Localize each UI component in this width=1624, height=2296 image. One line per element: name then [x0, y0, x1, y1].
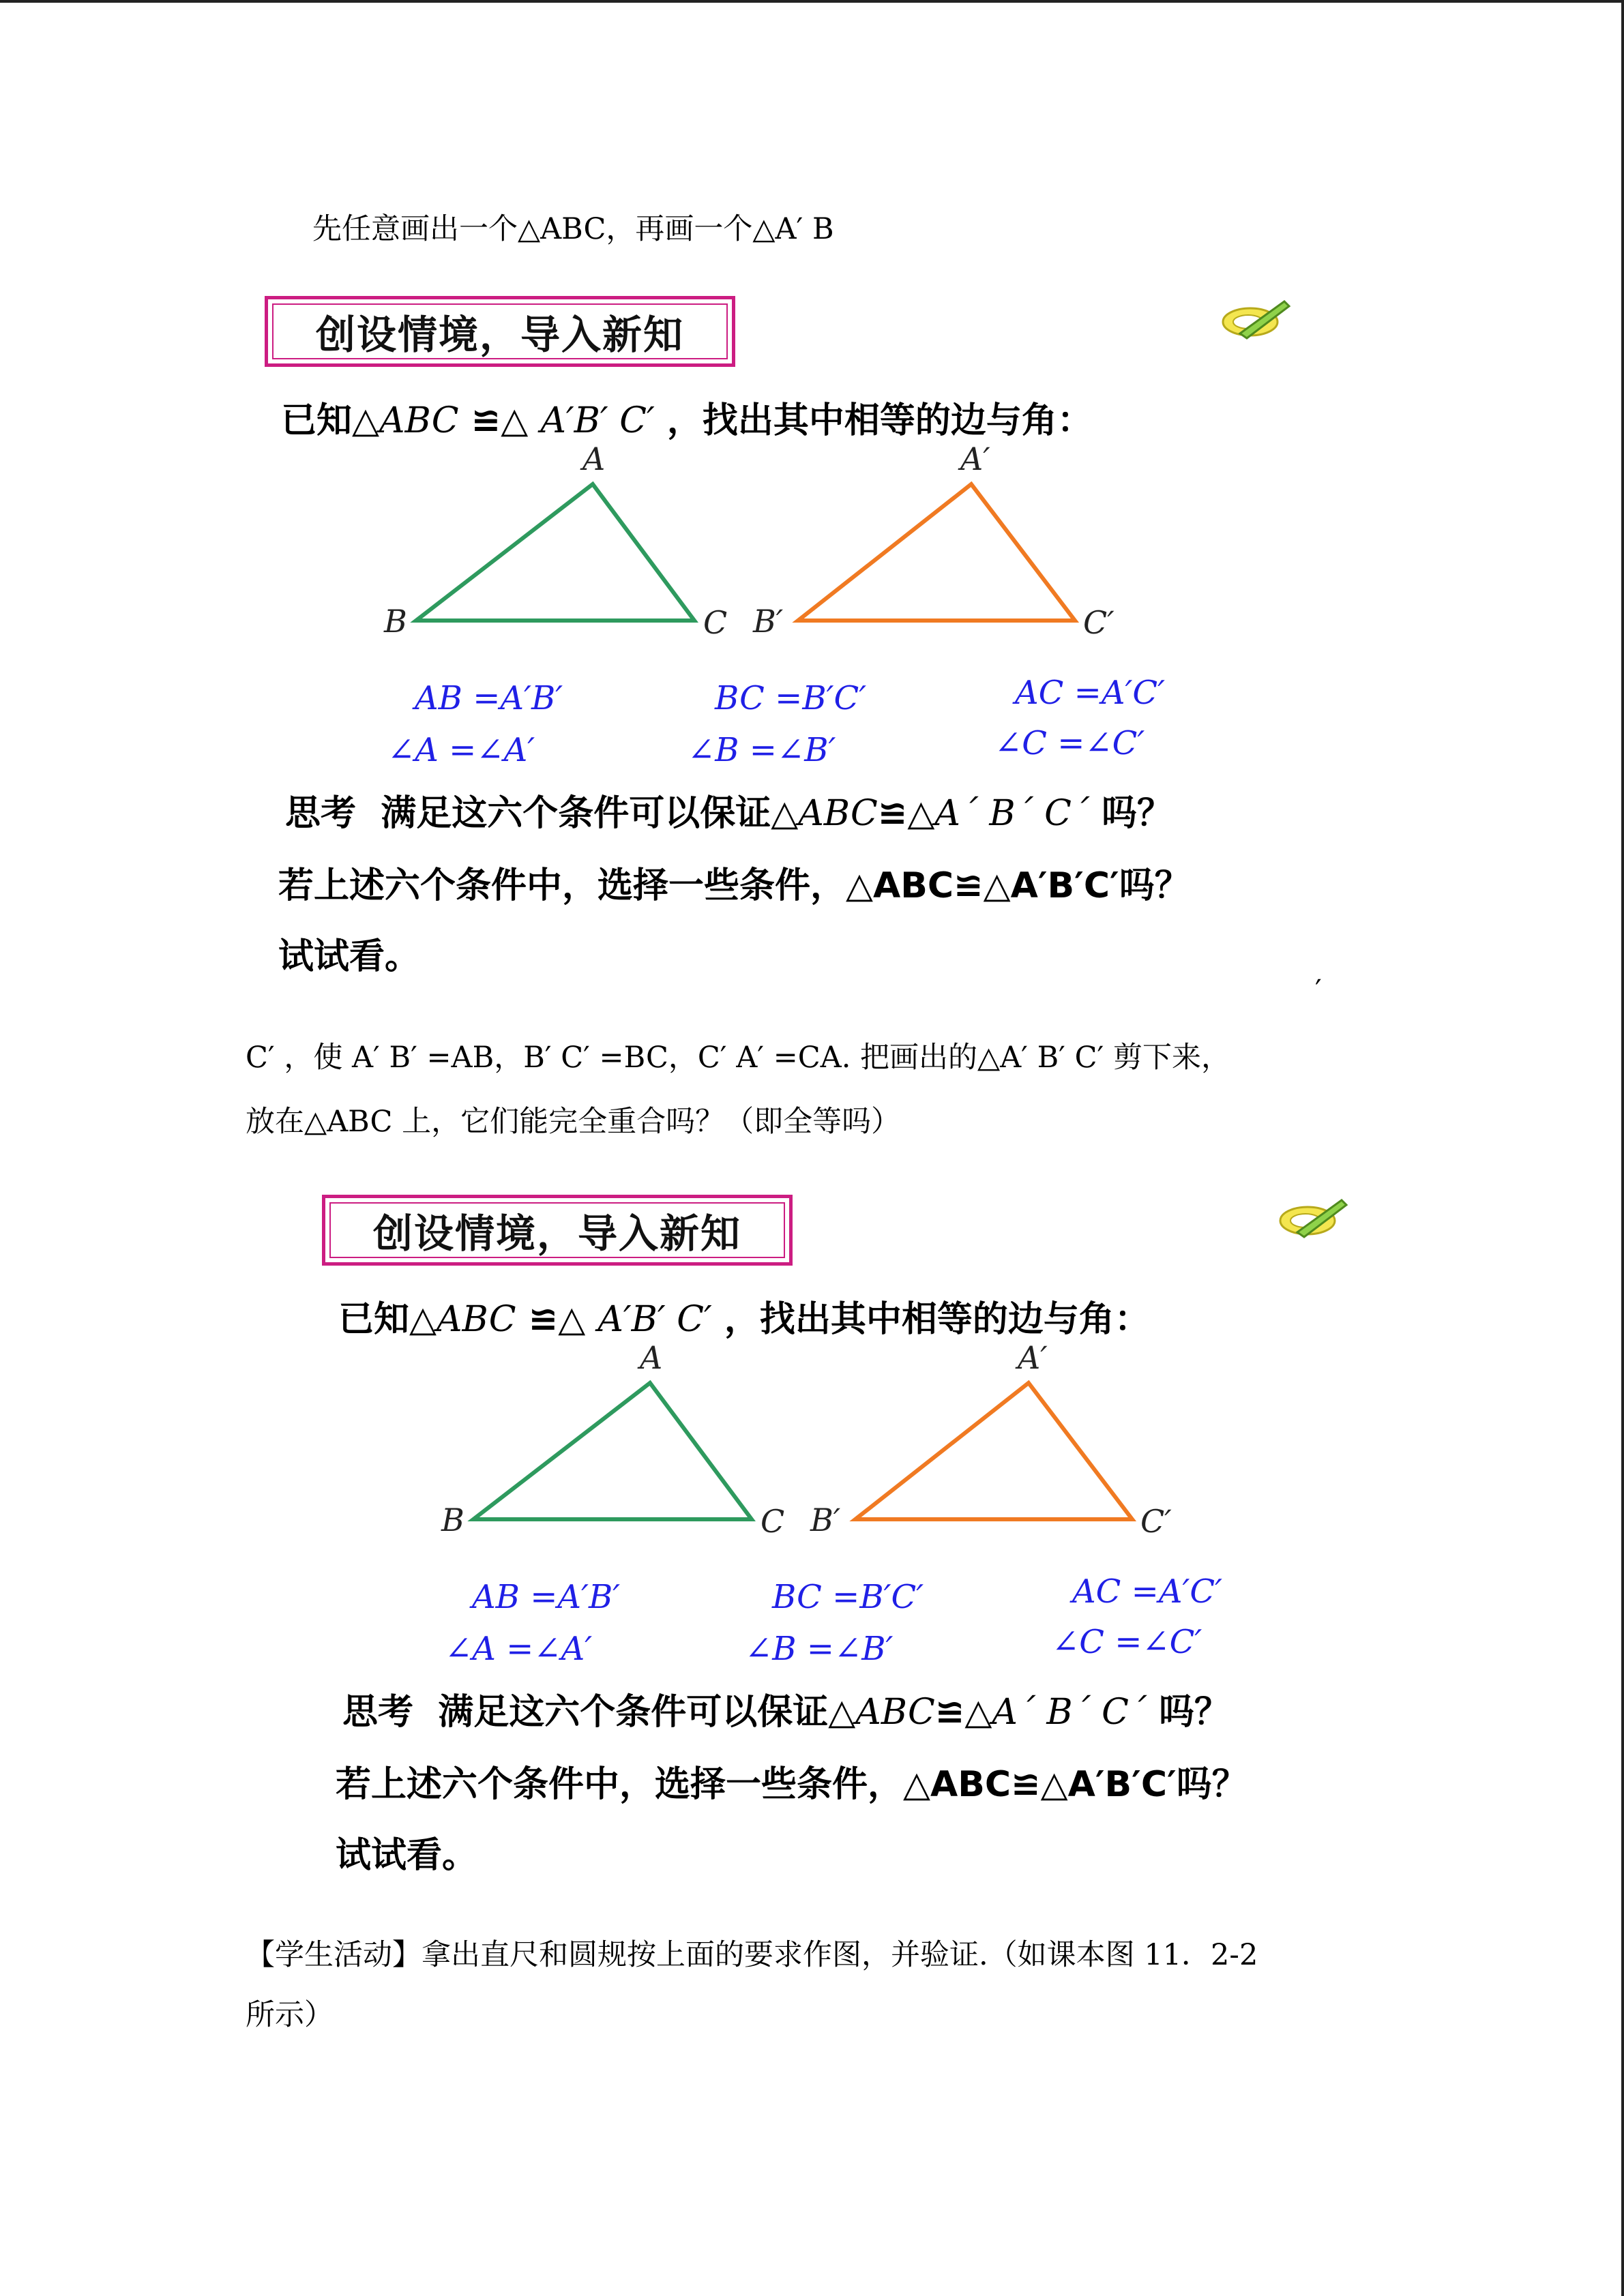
- triangle-abc-prime: [855, 1383, 1132, 1519]
- triangle-abc: [473, 1383, 752, 1519]
- vertex-label-a-prime: A′: [960, 441, 990, 477]
- think-text: 满足这六个条件可以保证△: [438, 1692, 856, 1733]
- try-line: 试试看。: [278, 936, 421, 977]
- given-abc: ABC: [379, 400, 459, 441]
- vertex-label-c: C: [761, 1503, 785, 1540]
- vertex-label-a: A: [582, 441, 606, 477]
- page-right-border: [1621, 0, 1624, 2296]
- vertex-label-c-prime: C′: [1140, 1503, 1172, 1540]
- think-label: 思考: [342, 1692, 414, 1733]
- think-suffix: 吗？: [1146, 1692, 1230, 1733]
- equation-bc: BC =B′C′: [715, 679, 867, 717]
- slide-title: 创设情境，导入新知: [372, 1210, 741, 1257]
- paragraph-bottom-line-2: 所示）: [246, 1998, 334, 2032]
- triangle-abc-prime: [798, 484, 1075, 621]
- slide-title: 创设情境，导入新知: [315, 312, 684, 358]
- vertex-label-c: C: [703, 604, 728, 641]
- think-prime: A´ B´ C´: [934, 793, 1089, 834]
- question-line: 若上述六个条件中，选择一些条件，△ABC≌△A′B′C′吗？: [278, 865, 1190, 906]
- given-prime: A′B′ C′: [597, 1299, 712, 1340]
- paragraph-bottom-line-1: 【学生活动】拿出直尺和圆规按上面的要求作图，并验证.（如课本图 11．2-2: [246, 1938, 1258, 1972]
- equation-ab: AB =A′B′: [415, 679, 563, 717]
- vertex-label-c-prime: C′: [1083, 604, 1114, 641]
- triangle-abc: [416, 484, 694, 621]
- think-abc: ABC: [855, 1692, 935, 1733]
- paragraph-top: 先任意画出一个△ABC，再画一个△A′ B: [312, 212, 834, 246]
- stray-prime-mark: ′: [1315, 974, 1322, 1008]
- try-line: 试试看。: [336, 1835, 478, 1876]
- paragraph-mid-line-2: 放在△ABC 上，它们能完全重合吗？（即全等吗）: [246, 1105, 901, 1139]
- given-cong: ≌△: [516, 1299, 598, 1340]
- equation-angle-c: ∠C =∠C′: [1052, 1623, 1202, 1661]
- equation-ab: AB =A′B′: [472, 1578, 621, 1616]
- slide-image-2: [322, 1195, 1495, 1979]
- slide-image-1: [265, 296, 1438, 1080]
- equation-angle-b: ∠B =∠B′: [688, 731, 836, 769]
- given-prime: A′B′ C′: [540, 400, 655, 441]
- vertex-label-b: B: [384, 603, 407, 640]
- equation-angle-b: ∠B =∠B′: [745, 1630, 894, 1668]
- given-suffix: ，找出其中相等的边与角：: [711, 1299, 1150, 1340]
- given-prefix: 已知△: [338, 1299, 437, 1340]
- vertex-label-b-prime: B′: [810, 1502, 841, 1538]
- think-line: [285, 784, 1172, 835]
- think-line: [342, 1683, 1230, 1734]
- vertex-label-a: A: [640, 1339, 663, 1376]
- equation-bc: BC =B′C′: [772, 1578, 924, 1616]
- think-suffix: 吗？: [1089, 793, 1173, 834]
- think-abc: ABC: [798, 793, 878, 834]
- vertex-label-b: B: [441, 1502, 464, 1538]
- equation-ac: AC =A′C′: [1072, 1572, 1223, 1611]
- given-abc: ABC: [437, 1299, 516, 1340]
- paragraph-mid-line-1: C′ ，使 A′ B′ =AB，B′ C′ =BC，C′ A′ =CA. 把画出的△A′ B′ C′ 剪下来，: [246, 1041, 1230, 1075]
- given-cong: ≌△: [458, 400, 541, 441]
- think-cong: ≌△: [934, 1692, 992, 1733]
- equation-angle-a: ∠A =∠A′: [387, 731, 535, 769]
- equation-angle-c: ∠C =∠C′: [994, 724, 1145, 762]
- think-prime: A´ B´ C´: [992, 1692, 1147, 1733]
- think-text: 满足这六个条件可以保证△: [381, 793, 799, 834]
- equation-ac: AC =A′C′: [1015, 674, 1166, 712]
- vertex-label-a-prime: A′: [1018, 1339, 1048, 1376]
- page-top-border: [0, 0, 1624, 3]
- given-prefix: 已知△: [281, 400, 379, 441]
- think-cong: ≌△: [877, 793, 935, 834]
- question-line: 若上述六个条件中，选择一些条件，△ABC≌△A′B′C′吗？: [336, 1764, 1247, 1805]
- vertex-label-b-prime: B′: [753, 603, 784, 640]
- given-suffix: ，找出其中相等的边与角：: [654, 400, 1093, 441]
- think-label: 思考: [285, 793, 357, 834]
- equation-angle-a: ∠A =∠A′: [445, 1630, 593, 1668]
